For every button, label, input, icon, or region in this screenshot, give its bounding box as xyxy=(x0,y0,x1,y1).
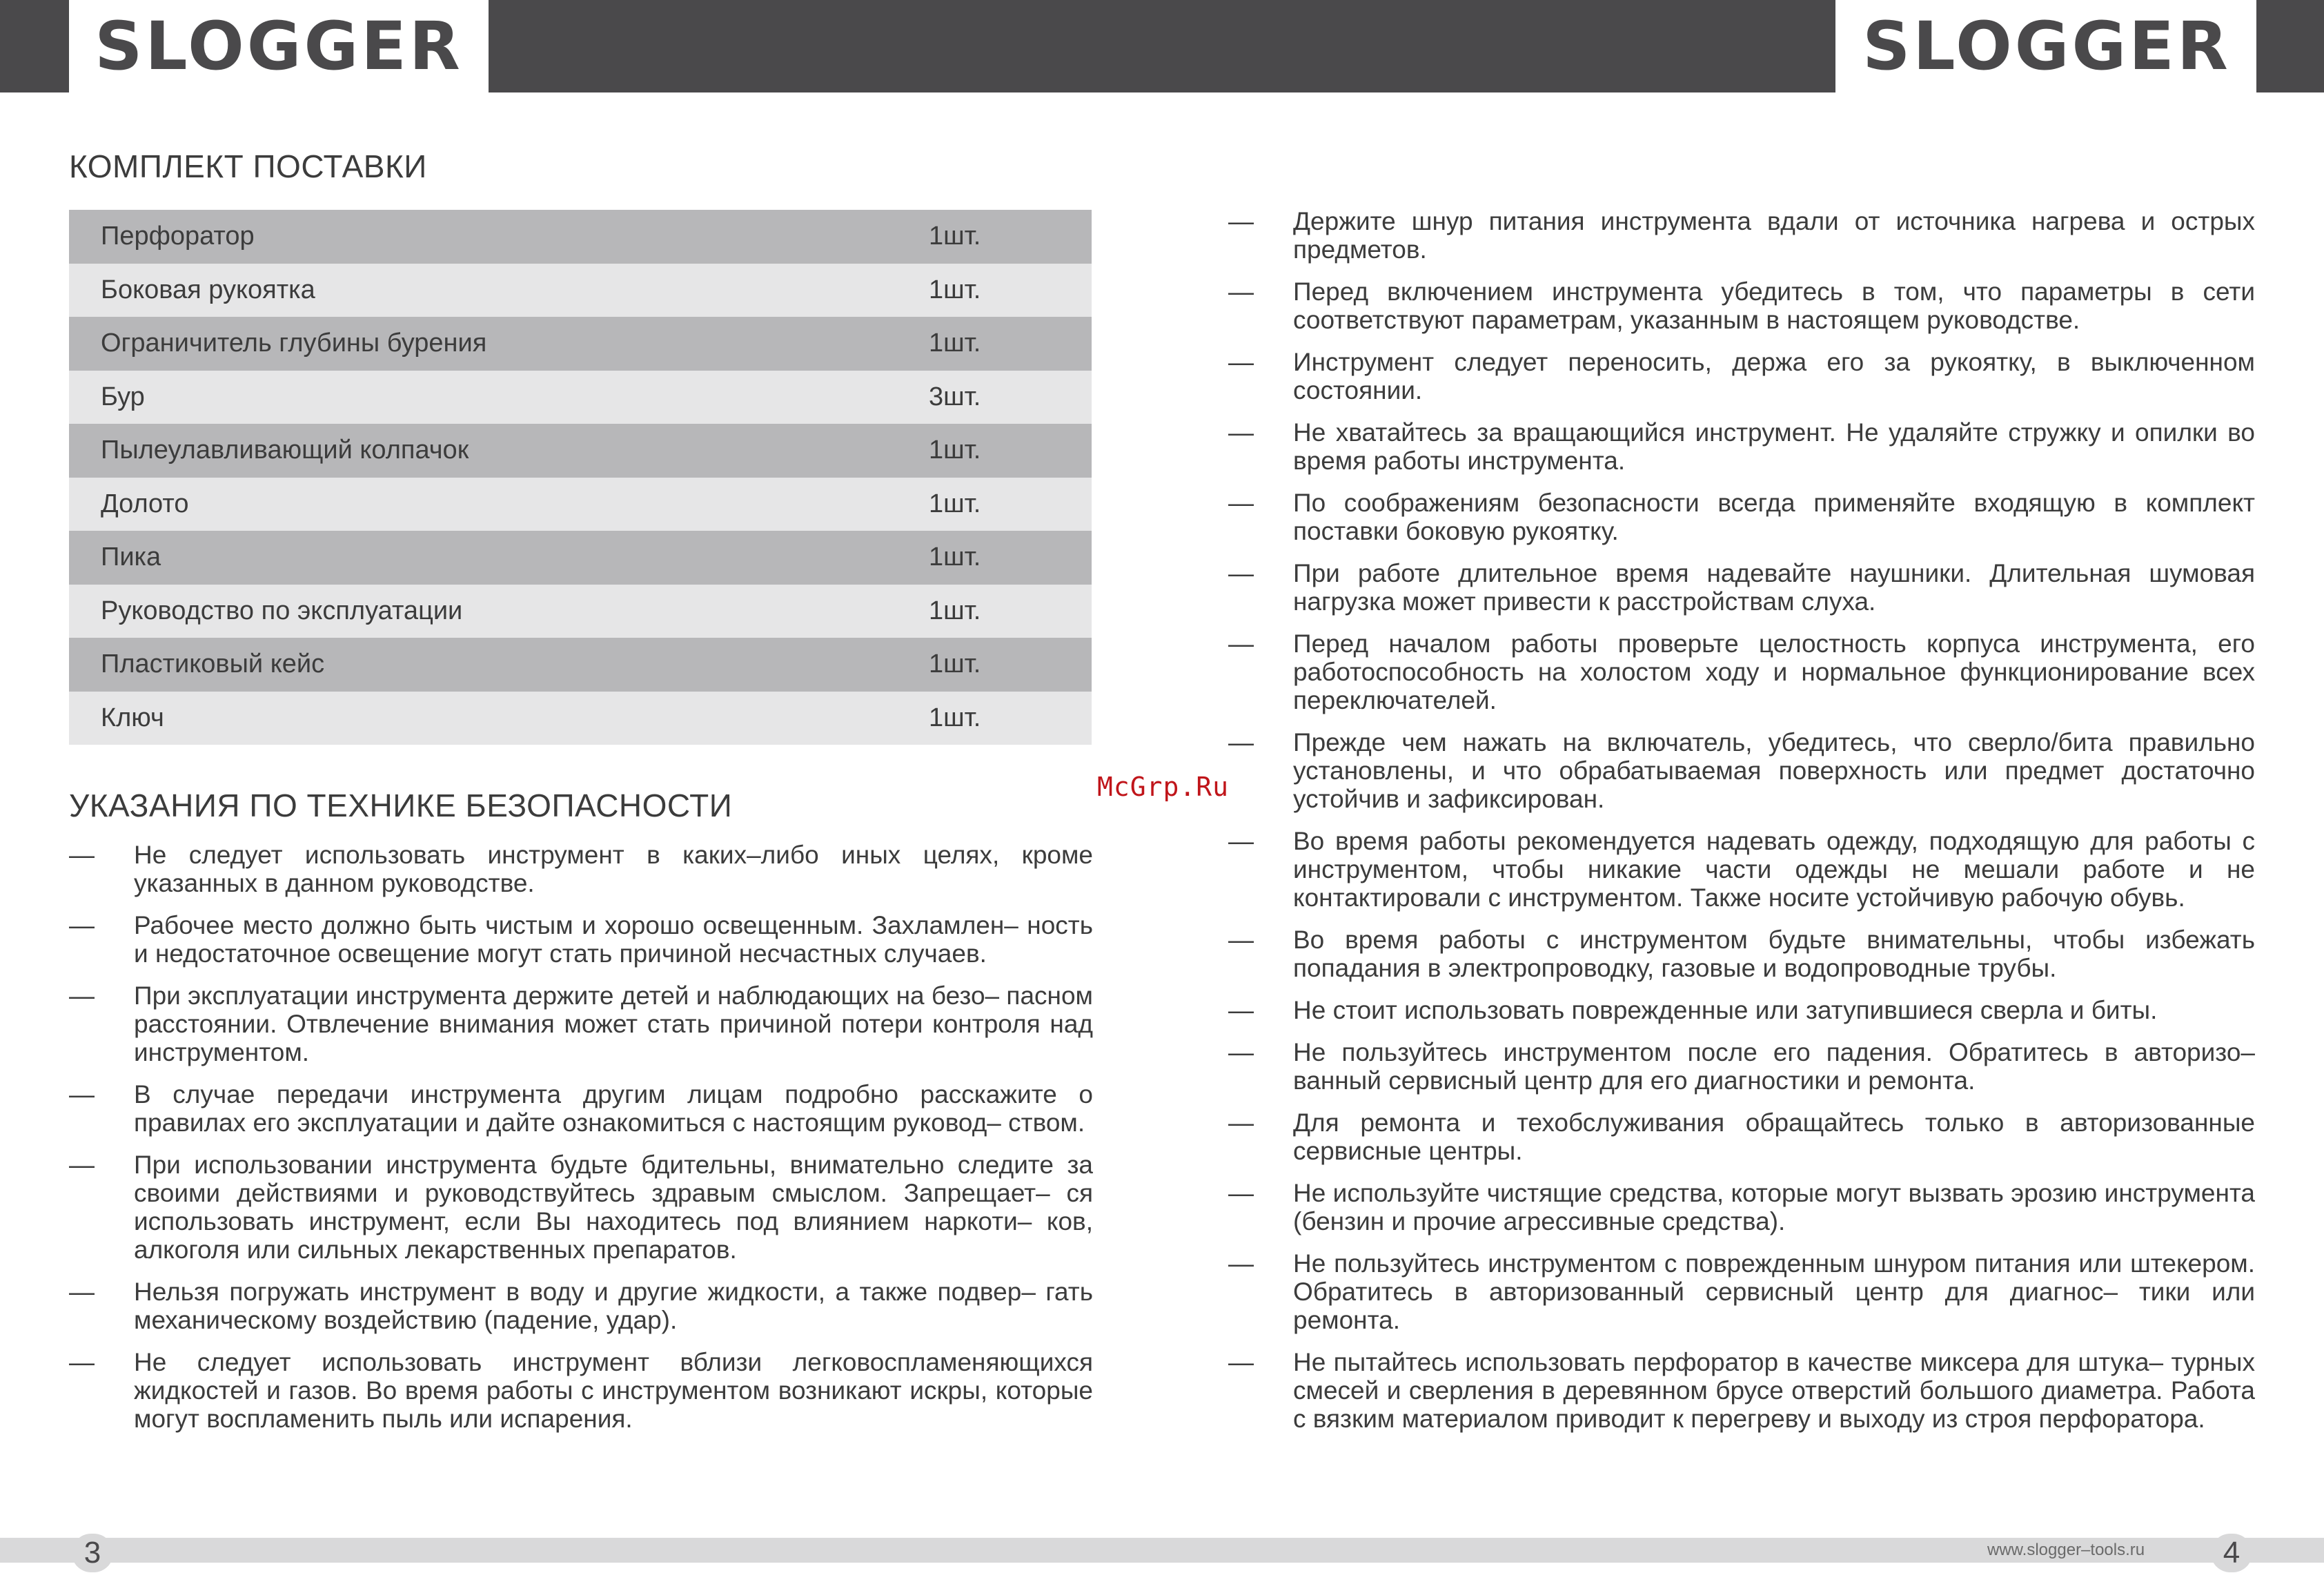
list-item-text: Не пользуйтесь инструментом после его падения. Обратитесь в авторизо– ванный сервисный центр для его диагностики и ремонта. xyxy=(1293,1038,2255,1095)
list-item xyxy=(1228,277,2255,334)
list-item-text: При работе длительное время надевайте наушники. Длительная шумовая нагрузка может привести к расстройствам слуха. xyxy=(1293,559,2255,616)
kit-item-qty: 1шт. xyxy=(929,222,981,251)
safety-list-left xyxy=(69,841,1093,1433)
list-item-text: Не хватайтесь за вращающийся инструмент. Не удаляйте стружку и опилки во время работы инструмента. xyxy=(1293,418,2255,475)
brand-logo-right: SLOGGER xyxy=(1862,8,2231,85)
kit-item-name: Долото xyxy=(101,489,189,518)
kit-item-qty: 1шт. xyxy=(929,275,981,304)
bullet-dash: — xyxy=(69,1080,95,1108)
list-item-text: По соображениям безопасности всегда применяйте входящую в комплект поставки боковую рукоятку. xyxy=(1293,489,2255,545)
list-item xyxy=(1228,926,2255,982)
list-item-text: Рабочее место должно быть чистым и хорошо освещенным. Захламлен– ность и недостаточное освещение могут стать причиной несчастных случаев. xyxy=(134,911,1093,968)
kit-item-qty: 1шт. xyxy=(929,703,981,732)
list-item xyxy=(1228,996,2255,1024)
list-item xyxy=(69,911,1093,968)
bullet-dash: — xyxy=(1228,489,1254,517)
list-item xyxy=(1228,418,2255,475)
list-item-text: Нельзя погружать инструмент в воду и другие жидкости, а также подвер– гать механическому воздействию (падение, удар). xyxy=(134,1278,1093,1334)
list-item-text: Не следует использовать инструмент в каких–либо иных целях, кроме указанных в данном руководстве. xyxy=(134,841,1093,897)
list-item-text: Во время работы с инструментом будьте внимательны, чтобы избежать попадания в электропроводку, газовые и водопроводные трубы. xyxy=(1293,926,2255,982)
kit-item-qty: 1шт. xyxy=(929,649,981,679)
list-item xyxy=(1228,629,2255,714)
list-item-text: При эксплуатации инструмента держите детей и наблюдающих на безо– пасном расстоянии. Отвлечение внимания может стать причиной потери контроля над инструментом. xyxy=(134,981,1093,1066)
bullet-dash: — xyxy=(69,1278,95,1306)
page-number-right: 4 xyxy=(2211,1534,2252,1572)
bullet-dash: — xyxy=(1228,277,1254,306)
list-item xyxy=(1228,1348,2255,1433)
kit-item-name: Пика xyxy=(101,543,161,572)
kit-item-name: Бур xyxy=(101,382,145,411)
kit-item-name: Боковая рукоятка xyxy=(101,275,315,304)
list-item-text: Перед включением инструмента убедитесь в том, что параметры в сети соответствуют параметрам, указанным в настоящем руководстве. xyxy=(1293,277,2255,334)
page-number-left: 3 xyxy=(72,1534,113,1572)
list-item-text: Перед началом работы проверьте целостность корпуса инструмента, его работоспособность на холостом ходу и нормальное функционирование всех переключателей. xyxy=(1293,629,2255,714)
kit-item-name: Перфоратор xyxy=(101,222,255,251)
kit-item-qty: 1шт. xyxy=(929,329,981,358)
kit-item-qty: 1шт. xyxy=(929,543,981,572)
list-item xyxy=(1228,1179,2255,1235)
bullet-dash: — xyxy=(69,1348,95,1376)
list-item-text: Не следует использовать инструмент вблизи легковоспламеняющихся жидкостей и газов. Во время работы с инструментом возникают искры, которые могут воспламенить пыль или испарения. xyxy=(134,1348,1093,1433)
bullet-dash: — xyxy=(1228,1108,1254,1137)
header-bar-right xyxy=(2256,0,2324,92)
list-item xyxy=(1228,827,2255,912)
list-item-text: Во время работы рекомендуется надевать одежду, подходящую для работы с инструментом, чтобы никакие части одежды не мешали работе и не контактировали с инструментом. Также носите устойчивую рабочую обувь. xyxy=(1293,827,2255,912)
kit-title: КОМПЛЕКТ ПОСТАВКИ xyxy=(69,148,427,184)
list-item-text: Не пользуйтесь инструментом с поврежденным шнуром питания или штекером. Обратитесь в авторизованный сервисный центр для диагнос– тики или ремонта. xyxy=(1293,1249,2255,1334)
table-row xyxy=(69,317,1092,371)
list-item xyxy=(69,841,1093,897)
kit-item-name: Ключ xyxy=(101,703,164,732)
bullet-dash: — xyxy=(69,841,95,869)
bullet-dash: — xyxy=(1228,926,1254,954)
bullet-dash: — xyxy=(1228,348,1254,376)
list-item xyxy=(69,981,1093,1066)
bullet-dash: — xyxy=(69,1151,95,1179)
list-item xyxy=(1228,348,2255,404)
list-item-text: Не стоит использовать поврежденные или затупившиеся сверла и биты. xyxy=(1293,996,2158,1024)
table-row xyxy=(69,692,1092,745)
website-link[interactable]: www.slogger–tools.ru xyxy=(1987,1541,2145,1559)
list-item-text: В случае передачи инструмента другим лицам подробно расскажите о правилах его эксплуатации и дайте ознакомиться с настоящим руковод– ством. xyxy=(134,1080,1093,1137)
list-item xyxy=(69,1080,1093,1137)
header-bar-left xyxy=(0,0,69,92)
kit-table xyxy=(69,210,1092,745)
list-item xyxy=(1228,1038,2255,1095)
bullet-dash: — xyxy=(1228,827,1254,855)
table-row xyxy=(69,371,1092,424)
safety-title: УКАЗАНИЯ ПО ТЕХНИКЕ БЕЗОПАСНОСТИ xyxy=(69,788,733,823)
table-row xyxy=(69,264,1092,317)
watermark: McGrp.Ru xyxy=(1097,772,1230,802)
list-item xyxy=(1228,728,2255,813)
bullet-dash: — xyxy=(1228,559,1254,587)
table-row xyxy=(69,210,1092,264)
kit-item-qty: 1шт. xyxy=(929,596,981,625)
list-item-text: Не используйте чистящие средства, которые могут вызвать эрозию инструмента (бензин и прочие агрессивные средства). xyxy=(1293,1179,2255,1235)
list-item xyxy=(1228,1108,2255,1165)
bullet-dash: — xyxy=(1228,418,1254,447)
kit-item-name: Пластиковый кейс xyxy=(101,649,325,679)
bullet-dash: — xyxy=(1228,1038,1254,1066)
list-item-text: Прежде чем нажать на включатель, убедитесь, что сверло/бита правильно установлены, и что обрабатываемая поверхность или предмет достаточно устойчив и зафиксирован. xyxy=(1293,728,2255,813)
list-item-text: Не пытайтесь использовать перфоратор в качестве миксера для штука– турных смесей и сверления в деревянном брусе отверстий большого диаметра. Работа с вязким материалом приводит к перегреву и выходу из строя перфоратора. xyxy=(1293,1348,2255,1433)
kit-item-qty: 1шт. xyxy=(929,489,981,518)
bullet-dash: — xyxy=(69,981,95,1010)
kit-item-qty: 1шт. xyxy=(929,436,981,465)
table-row xyxy=(69,531,1092,585)
bullet-dash: — xyxy=(1228,629,1254,658)
list-item xyxy=(1228,207,2255,264)
kit-item-name: Пылеулавливающий колпачок xyxy=(101,436,469,465)
list-item xyxy=(69,1348,1093,1433)
list-item xyxy=(69,1278,1093,1334)
list-item-text: Держите шнур питания инструмента вдали от источника нагрева и острых предметов. xyxy=(1293,207,2255,264)
kit-item-name: Ограничитель глубины бурения xyxy=(101,329,487,358)
list-item xyxy=(1228,559,2255,616)
list-item xyxy=(1228,1249,2255,1334)
bullet-dash: — xyxy=(1228,1249,1254,1278)
list-item-text: Для ремонта и техобслуживания обращайтесь только в авторизованные сервисные центры. xyxy=(1293,1108,2255,1165)
list-item-text: Инструмент следует переносить, держа его за рукоятку, в выключенном состоянии. xyxy=(1293,348,2255,404)
list-item xyxy=(1228,489,2255,545)
list-item xyxy=(69,1151,1093,1264)
header-bar-center xyxy=(489,0,1835,92)
footer-bar xyxy=(0,1538,2324,1563)
safety-list-right xyxy=(1228,207,2255,1433)
bullet-dash: — xyxy=(1228,1348,1254,1376)
bullet-dash: — xyxy=(1228,207,1254,235)
list-item-text: При использовании инструмента будьте бдительны, внимательно следите за своими действиями и руководствуйтесь здравым смыслом. Запрещает– ся использовать инструмент, если Вы находитесь под влиянием наркоти– ков, алкоголя или сильных лекарственных препаратов. xyxy=(134,1151,1093,1264)
table-row xyxy=(69,424,1092,478)
brand-logo-left: SLOGGER xyxy=(95,8,463,85)
table-row xyxy=(69,638,1092,692)
kit-item-qty: 3шт. xyxy=(929,382,981,411)
bullet-dash: — xyxy=(69,911,95,939)
bullet-dash: — xyxy=(1228,996,1254,1024)
table-row xyxy=(69,585,1092,638)
table-row xyxy=(69,478,1092,531)
bullet-dash: — xyxy=(1228,728,1254,756)
kit-item-name: Руководство по эксплуатации xyxy=(101,596,463,625)
bullet-dash: — xyxy=(1228,1179,1254,1207)
